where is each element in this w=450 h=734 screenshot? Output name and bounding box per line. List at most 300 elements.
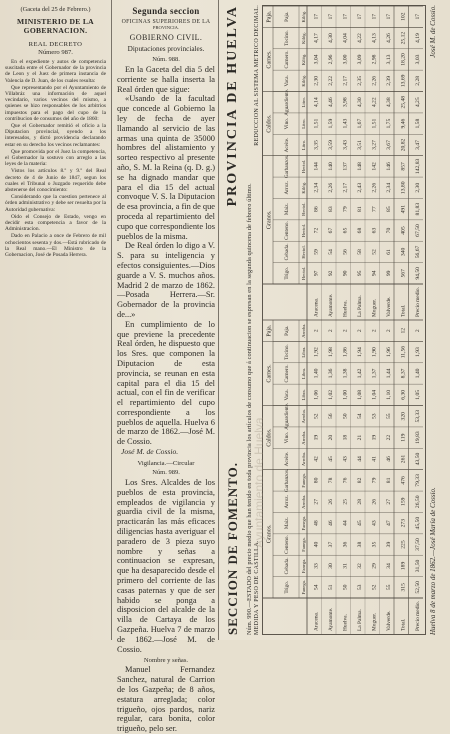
table-cell: 2,30 [313,75,320,86]
table-cell: 567 [400,269,407,278]
table-cell: 18,20 [400,53,407,66]
table-cell: 1,04 [371,389,378,400]
table-cell: 225 [400,540,407,549]
table-cell: 55 [385,584,392,591]
row-label: Precio medio. [414,287,421,317]
table-cell: 59 [313,249,320,255]
table-cell: 1,00 [342,389,349,400]
unit-label: Hectol. [301,266,306,281]
unit-label: Hectol. [301,159,306,174]
column-header: Aceite. [284,451,290,467]
table-cell: 2,17 [342,75,349,86]
table-cell: 261 [400,454,407,464]
table-cell: 1,58 [414,118,421,129]
table-cell: 3,43 [342,140,349,150]
unit-label: Arroba. [301,430,306,445]
table-cell: 2 [327,329,334,333]
table-cell: 65 [342,227,349,234]
table-cell: 44 [356,456,363,462]
unit-label: Arroba. [301,494,306,509]
table-cell: 33 [313,563,320,569]
unit-label: Hectol. [301,245,306,259]
vigilancia-title: Vigilancia.—Circular [137,460,195,468]
table-cell: 28 [356,498,363,505]
group-header: Caldos. [266,114,273,133]
table-cell: 2,43 [356,182,363,193]
prices-table [262,5,426,635]
column-header: Tocino. [284,30,290,46]
table-cell: 1,59 [327,118,334,129]
paragraph: Dado en Palacio a once de Febrero de mil ochocientos sesenta y dos.—Está rubricado de la Real mano.—El Ministro de la Gobernacion, José de Posada Herrera. [5,233,106,259]
table-cell: 2,98 [371,54,378,65]
paragraph: En la Gaceta del dia 5 del corriente se halla inserta la Real órden que sigue: [117,65,215,94]
table-cell: 27 [313,498,320,505]
column-header: Vino. [284,431,290,444]
unit-label: Libra. [301,389,306,401]
table-cell: 3,13 [385,54,392,65]
table-cell: 142 [371,162,378,171]
table-cell: 35 [371,541,378,548]
row-label: Total. [400,304,407,317]
table-cell: 4,13 [371,33,378,43]
table-cell: 52,50 [414,581,421,594]
table-cell: 1,86 [342,347,349,357]
table-cell: 1,92 [313,347,320,357]
paragraph: Oido el Consejo de Estado, vengo en decidir esta competencia a favor de la Administracion. [5,213,106,233]
unit-label: Fanega. [301,537,306,552]
table-cell: 2,96 [327,54,334,65]
table-cell: 3,27 [371,140,378,150]
table-cell: 92 [327,270,334,277]
table-cell: 26 [371,498,378,505]
table-cell: 189 [400,561,407,571]
table-cell: 97 [313,270,320,277]
column-header: Trigo. [284,580,290,594]
table-cell: 17 [356,13,363,20]
table-cell: 25 [342,498,349,505]
table-cell: 17 [327,13,334,20]
table-cell: 476 [400,476,407,485]
table-cell: 1,90 [371,347,378,357]
table-cell: 2,26 [327,182,334,193]
row-label: Huelva. [342,614,349,631]
group-header: Granos. [266,210,273,230]
column-header: Maiz. [284,203,290,216]
provincia-label: PROVINCIA. [152,25,180,30]
unit-label: Litro. [301,139,306,151]
paragraph: Considerando que la cuestion pertenece al órden administrativo y debe ser resuelta por la Autoridad gubernativa: [5,194,106,213]
table-cell: 4,46 [327,97,334,108]
group-header: Granos. [266,524,273,544]
column-header: Tocino. [284,344,290,360]
table-cell: 17 [342,13,349,20]
table-cell: 85 [385,206,392,212]
column-header: Paja. [284,325,290,336]
table-cell: 146 [385,162,392,171]
table-cell: 857 [400,162,407,171]
table-cell: 3,98 [342,97,349,108]
table-cell: 53,33 [414,409,421,423]
group-header: Paja. [266,324,273,337]
table-cell: 76 [342,477,349,484]
table-cell: 46 [327,520,334,526]
table-cell: 45 [356,520,363,526]
column-header: Trigo. [284,266,290,280]
table-cell: 405 [400,226,407,235]
table-cell: 21 [356,434,363,441]
table-cell: 18 [342,434,349,441]
column-header: Garbanzos. [284,154,290,179]
table-cell: 315 [400,583,407,592]
table-cell: 17 [385,13,392,20]
table-cell: 1,43 [342,118,349,129]
table-cell: 4,25 [414,97,421,108]
table-cell: 1,05 [414,389,421,400]
table-cell: 94,50 [414,267,421,280]
table-cell: 81 [385,477,392,484]
table-cell: 22 [385,434,392,441]
table-cell: 2,34 [385,182,392,193]
table-cell: 19 [313,434,320,441]
table-cell: 45,50 [414,516,421,530]
table-cell: 61 [385,249,392,255]
table-cell: 2,22 [327,75,334,86]
table-cell: 32 [356,563,363,569]
column-header: Aguardiente. [284,402,290,430]
table-cell: 4,30 [327,33,334,43]
table-cell: 67 [327,227,334,234]
table-cell: 17 [313,13,320,20]
table-cell: 81 [356,206,363,212]
table-cell: 320 [400,412,407,421]
table-cell: 4,22 [371,97,378,108]
column-header: Aceite. [284,137,290,153]
table-cell: 4,30 [356,97,363,108]
table-cell: 2,35 [356,75,363,86]
table-cell: 50 [342,413,349,420]
decree-number: Número 987. [38,49,73,56]
metric-subheading: REDUCCION AL SISTEMA METRICO DECIMAL. [254,5,260,146]
unit-label: Arroba. [301,409,306,424]
table-cell: 11,56 [400,345,407,359]
table-cell: 99 [385,270,392,277]
table-cell: 31,50 [414,559,421,573]
column-header: Paja. [284,11,290,22]
table-cell: 1,98 [327,347,334,357]
table-cell: 68 [356,227,363,234]
gazette-date-header: (Gaceta del 25 de Febrero.) [20,6,91,13]
table-cell: 4,17 [313,33,320,43]
table-cell: 12 [400,327,407,334]
nombre-title: Nombre y señas. [143,657,189,665]
row-label: Aracena. [313,611,320,631]
table-cell: 44 [342,520,349,526]
row-label: Precio medio. [414,601,421,631]
unit-label: Kilóg. [301,53,306,66]
table-cell: 1,06 [313,389,320,400]
table-cell: 159 [400,497,407,506]
notice-988-body [117,65,215,447]
table-cell: 1,42 [356,368,363,379]
column-header: Cebada. [284,557,290,575]
table-cell: 6,30 [400,389,407,400]
table-cell: 1,02 [327,389,334,400]
table-cell: 1,75 [385,118,392,129]
table-cell: 27 [385,498,392,505]
table-cell: 144 [313,162,320,171]
group-header: Paja. [266,10,273,23]
unit-label: Fanega. [301,558,306,574]
table-cell: 1,08 [356,389,363,400]
table-cell: 54 [313,584,320,591]
castilla-subheading: MEDIDA Y PESO DE CASTILLA. [254,540,260,635]
paragraph: Los Sres. Alcaldes de los pueblos de esta provincia, empleados de vigilancia y guardia civil de la misma, practicarán las más eficaces diligencias hasta averiguar el paradero de 3 pieza suyo nombre y señas a continuacion se expresan, que ha desaparecido desde el primero del corriente de las casas paternas y que de ser habido se ponga a disposicion del alcalde de la villa de Cartaya de los Gazpeña. Huelva 7 de marzo de 1862.—José M. de Cossio. [117,478,215,654]
table-cell: 1,37 [371,368,378,379]
table-cell: 79 [342,206,349,212]
table-cell: 58 [356,249,363,255]
unit-label: Fanega. [301,473,306,488]
table-cell: 30 [327,563,334,569]
left-column [0,0,110,640]
table-cell: 1,36 [327,368,334,379]
row-label: Valverde. [385,610,392,631]
table-cell: 34 [385,563,392,569]
row-label: Total. [400,618,407,631]
table-cell: 53 [356,584,363,591]
table-cell: 137 [342,162,349,171]
table-cell: 2 [371,329,378,333]
table-cell: 3,03 [414,54,421,65]
table-cell: 86 [313,206,320,212]
column-header: Carnero. [284,364,290,383]
notice-988-signature: José M. de Cossio. [121,447,179,457]
paragraph: En cumplimiento de lo que previene la precedente Real órden, he dispuesto que los Sres. que componen la Diputacion de esta provincia, se reunan en esta capital para el dia 15 del actual, con el fin de verificar el repartimiento del cupo correspondiente a los pueblos de aquella. Huelva 6 de marzo de 1862.—José M. de Cossio. [117,319,215,447]
table-cell: 94 [371,270,378,277]
table-cell: 340 [400,247,407,257]
table-cell: 43,50 [414,452,421,466]
table-cell: 37 [327,541,334,548]
table-cell: 102 [400,12,407,21]
table-cell: 2 [313,329,320,333]
paragraph: Que representando por el Ayuntamiento de Villabráz una información de aquel vecindario, varios vecinos del mismo, a quienes se hizo responsables de los arbitrios impuestos para el pago del cupo de la contribucion de consumos del año de 1860: [5,84,106,122]
table-cell: 273 [400,518,407,528]
column-header: Vaca. [284,75,290,87]
table-cell: 4,26 [385,33,392,43]
table-cell: 47 [385,520,392,526]
notice-number-988: Núm. 988. [152,56,180,63]
row-label: Ayamonte. [327,607,334,631]
table-cell: 1,51 [313,118,320,129]
table-cell: 2,26 [371,182,378,193]
table-cell: 3,59 [327,140,334,150]
diputacion-title: Diputaciones provinciales. [127,45,205,53]
row-label: Valverde. [385,296,392,317]
table-cell: 19,83 [414,431,421,444]
table-cell: 1,38 [342,368,349,379]
table-cell: 1,67 [356,118,363,129]
table-cell: 26,50 [414,495,421,509]
section-title: Segunda seccion [132,6,200,16]
table-cell: 41 [371,456,378,462]
table-cell: 1,10 [385,389,392,400]
column-header: Vino. [284,117,290,130]
column-header: Maiz. [284,517,290,530]
table-cell: 53 [371,413,378,420]
table-cell: 50 [342,584,349,591]
table-cell: 55 [385,413,392,420]
unit-label: Arroba. [301,323,306,338]
table-cell: 3,67 [385,140,392,150]
table-cell: 148 [356,162,363,171]
table-cell: 46 [385,456,392,462]
table-cell: 4,14 [313,97,320,108]
table-cell: 9,46 [400,118,407,129]
group-header: Carnes. [266,364,273,383]
unit-label: Kilóg. [301,32,306,44]
unit-label: Litro. [301,118,306,129]
unit-label: Libra. [301,367,306,380]
column-header: Centeno. [284,535,290,554]
table-cell: 20,82 [400,138,407,152]
column-header: Garbanzos. [284,468,290,493]
table-cell: 90 [342,270,349,277]
table-cell: 56 [327,413,334,420]
table-cell: 72 [313,227,320,234]
table-cell: 3,00 [342,54,349,65]
group-header: Carnes. [266,50,273,69]
table-cell: 40 [313,541,320,548]
unit-label: Fanega. [301,515,306,531]
column-header: Arroz. [284,495,290,509]
table-cell: 83 [327,206,334,212]
table-cell: 13,69 [400,74,407,88]
table-cell: 1,40 [414,368,421,379]
paragraph: Manuel Fernandez Sanchez, natural de Carrion de los Gazpeña; de 8 años, estatura arreglada; color trigueño, ojos pardos, nariz regular, cara bonita, color trigueño, pelo ser. [117,665,215,734]
table-cell: 2,39 [385,75,392,86]
table-cell: 52 [371,584,378,591]
table-cell: 48 [313,520,320,526]
unit-label: Fanega. [301,580,306,595]
fomento-title: SECCION DE FOMENTO. [225,462,240,635]
table-cell: 67,50 [414,224,421,237]
table-cell: 77 [371,206,378,212]
table-cell: 13,80 [400,181,407,195]
table-cell: 19 [371,434,378,441]
table-cell: 2,17 [342,182,349,193]
table-cell: 140 [327,162,334,171]
table-cell: 2 [342,329,349,333]
province-title: PROVINCIA DE HUELVA [225,5,240,207]
column-header: Centeno. [284,221,290,240]
paragraph: Que el Gobernador remitió el oficio a la Diputacion provincial, oyendo a los interesados, y dictó providencia declarando estar en su derecho los vecinos reclamantes: [5,123,106,148]
table-cell: 17 [414,13,421,20]
table-cell: 1,44 [385,368,392,379]
gobierno-title: GOBIERNO CIVIL. [129,33,203,42]
table-cell: 2,28 [414,75,421,86]
footer-signature-left: Huelva 8 de marzo de 1862.—José María de Cossio. [429,487,437,635]
row-label: La Palma. [356,295,363,317]
ministry-title: MINISTERIO DE LA GOBERNACION. [17,17,94,35]
table-cell: 43 [371,520,378,526]
table-cell: 1,51 [371,118,378,129]
table-cell: 51 [327,584,334,591]
row-label: La Palma. [356,609,363,631]
table-cell: 2 [356,329,363,333]
table-cell: 38 [356,541,363,548]
row-label: Moguer. [371,612,378,631]
unit-label: Kilóg. [301,10,306,23]
column-header: Arroz. [284,181,290,195]
column-header: Carnero. [284,50,290,69]
table-cell: 79,33 [414,474,421,487]
table-cell: 54 [327,249,334,255]
paragraph: Que promovida por el Juez la competencia, el Gobernador la sostuvo con arreglo a las leyes de la materia: [5,148,106,168]
unit-label: Litro. [301,97,306,108]
table-cell: 2,26 [371,75,378,86]
unit-label: Hectol. [301,223,306,238]
column-header: Aguardiente. [284,88,290,116]
row-label: Ayamonte. [327,293,334,317]
table-cell: 25,48 [400,95,407,109]
table-cell: 3,51 [356,140,363,150]
table-cell: 42 [313,456,320,462]
table-cell: 70 [385,227,392,234]
table-cell: 56 [342,249,349,255]
unit-label: Kilóg. [301,75,306,87]
table-cell: 491 [400,204,407,214]
table-cell: 2,30 [414,182,421,193]
table-cell: 2 [414,329,421,333]
table-cell: 4,38 [385,97,392,108]
unit-label: Kilóg. [301,181,306,194]
watermark: Ayuntamiento de Huelva [252,417,266,548]
group-header: Caldos. [266,428,273,447]
table-cell: 52 [313,413,320,420]
table-cell: 31 [342,563,349,569]
table-cell: 63 [371,227,378,234]
table-cell: 52 [371,249,378,255]
table-cell: 17 [371,13,378,20]
table-cell: 45 [327,456,334,462]
table-cell: 2 [385,329,392,333]
paragraph: En el expediente y autos de competencia suscitada entre el Gobernador de la provincia de Leon y el Juez de primera instancia de Valencia de D. Juan, de los cuales resulta: [5,59,106,84]
table-cell: 36 [342,541,349,548]
table-cell: 56,67 [414,245,421,259]
table-cell: 20 [327,434,334,441]
table-cell: 82 [356,477,363,484]
row-label: Huelva. [342,300,349,317]
paragraph: «Usando de la facultad que concede al Gobierno la ley de fecha de ayer llamando al servicio de las armas una quinta de 35000 hombres del alistamiento y sorteo respectivo al presente año, S. M. la Reina (q. D. g.) se ha dignado mandar que para el dia 15 del actual convoque V. S. la Diputacion de esa provincia, a fin de que proceda al repartimiento del cupo que correspondiente los pueblos de la misma. [117,94,215,241]
senas-body [117,665,215,734]
unit-label: Hectol. [301,202,306,216]
unit-label: Arroba. [301,451,306,467]
unit-label: Libra. [301,346,306,358]
middle-column [112,0,218,734]
paragraph: Vistos los artículos 8.º y 9.º del Real decreto de 4 de Junio de 1847, segun los cuales el Tribunal o Juzgado requerido debe abstenerse del conocimiento: [5,168,106,194]
notice-number-989: Núm. 989. [152,469,180,477]
table-cell: 25,12 [400,31,407,45]
table-cell: 78 [327,477,334,484]
table-cell: 29 [371,563,378,569]
table-cell: 3,09 [356,54,363,65]
notice-989-body [117,478,215,654]
footer-signature-right: José M. de Cossio. [429,5,437,58]
table-cell: 142,83 [414,158,421,175]
table-cell: 37,50 [414,538,421,551]
table-cell: 3,35 [313,140,320,150]
table-cell: 1,93 [414,347,421,357]
decree-body [5,59,106,258]
